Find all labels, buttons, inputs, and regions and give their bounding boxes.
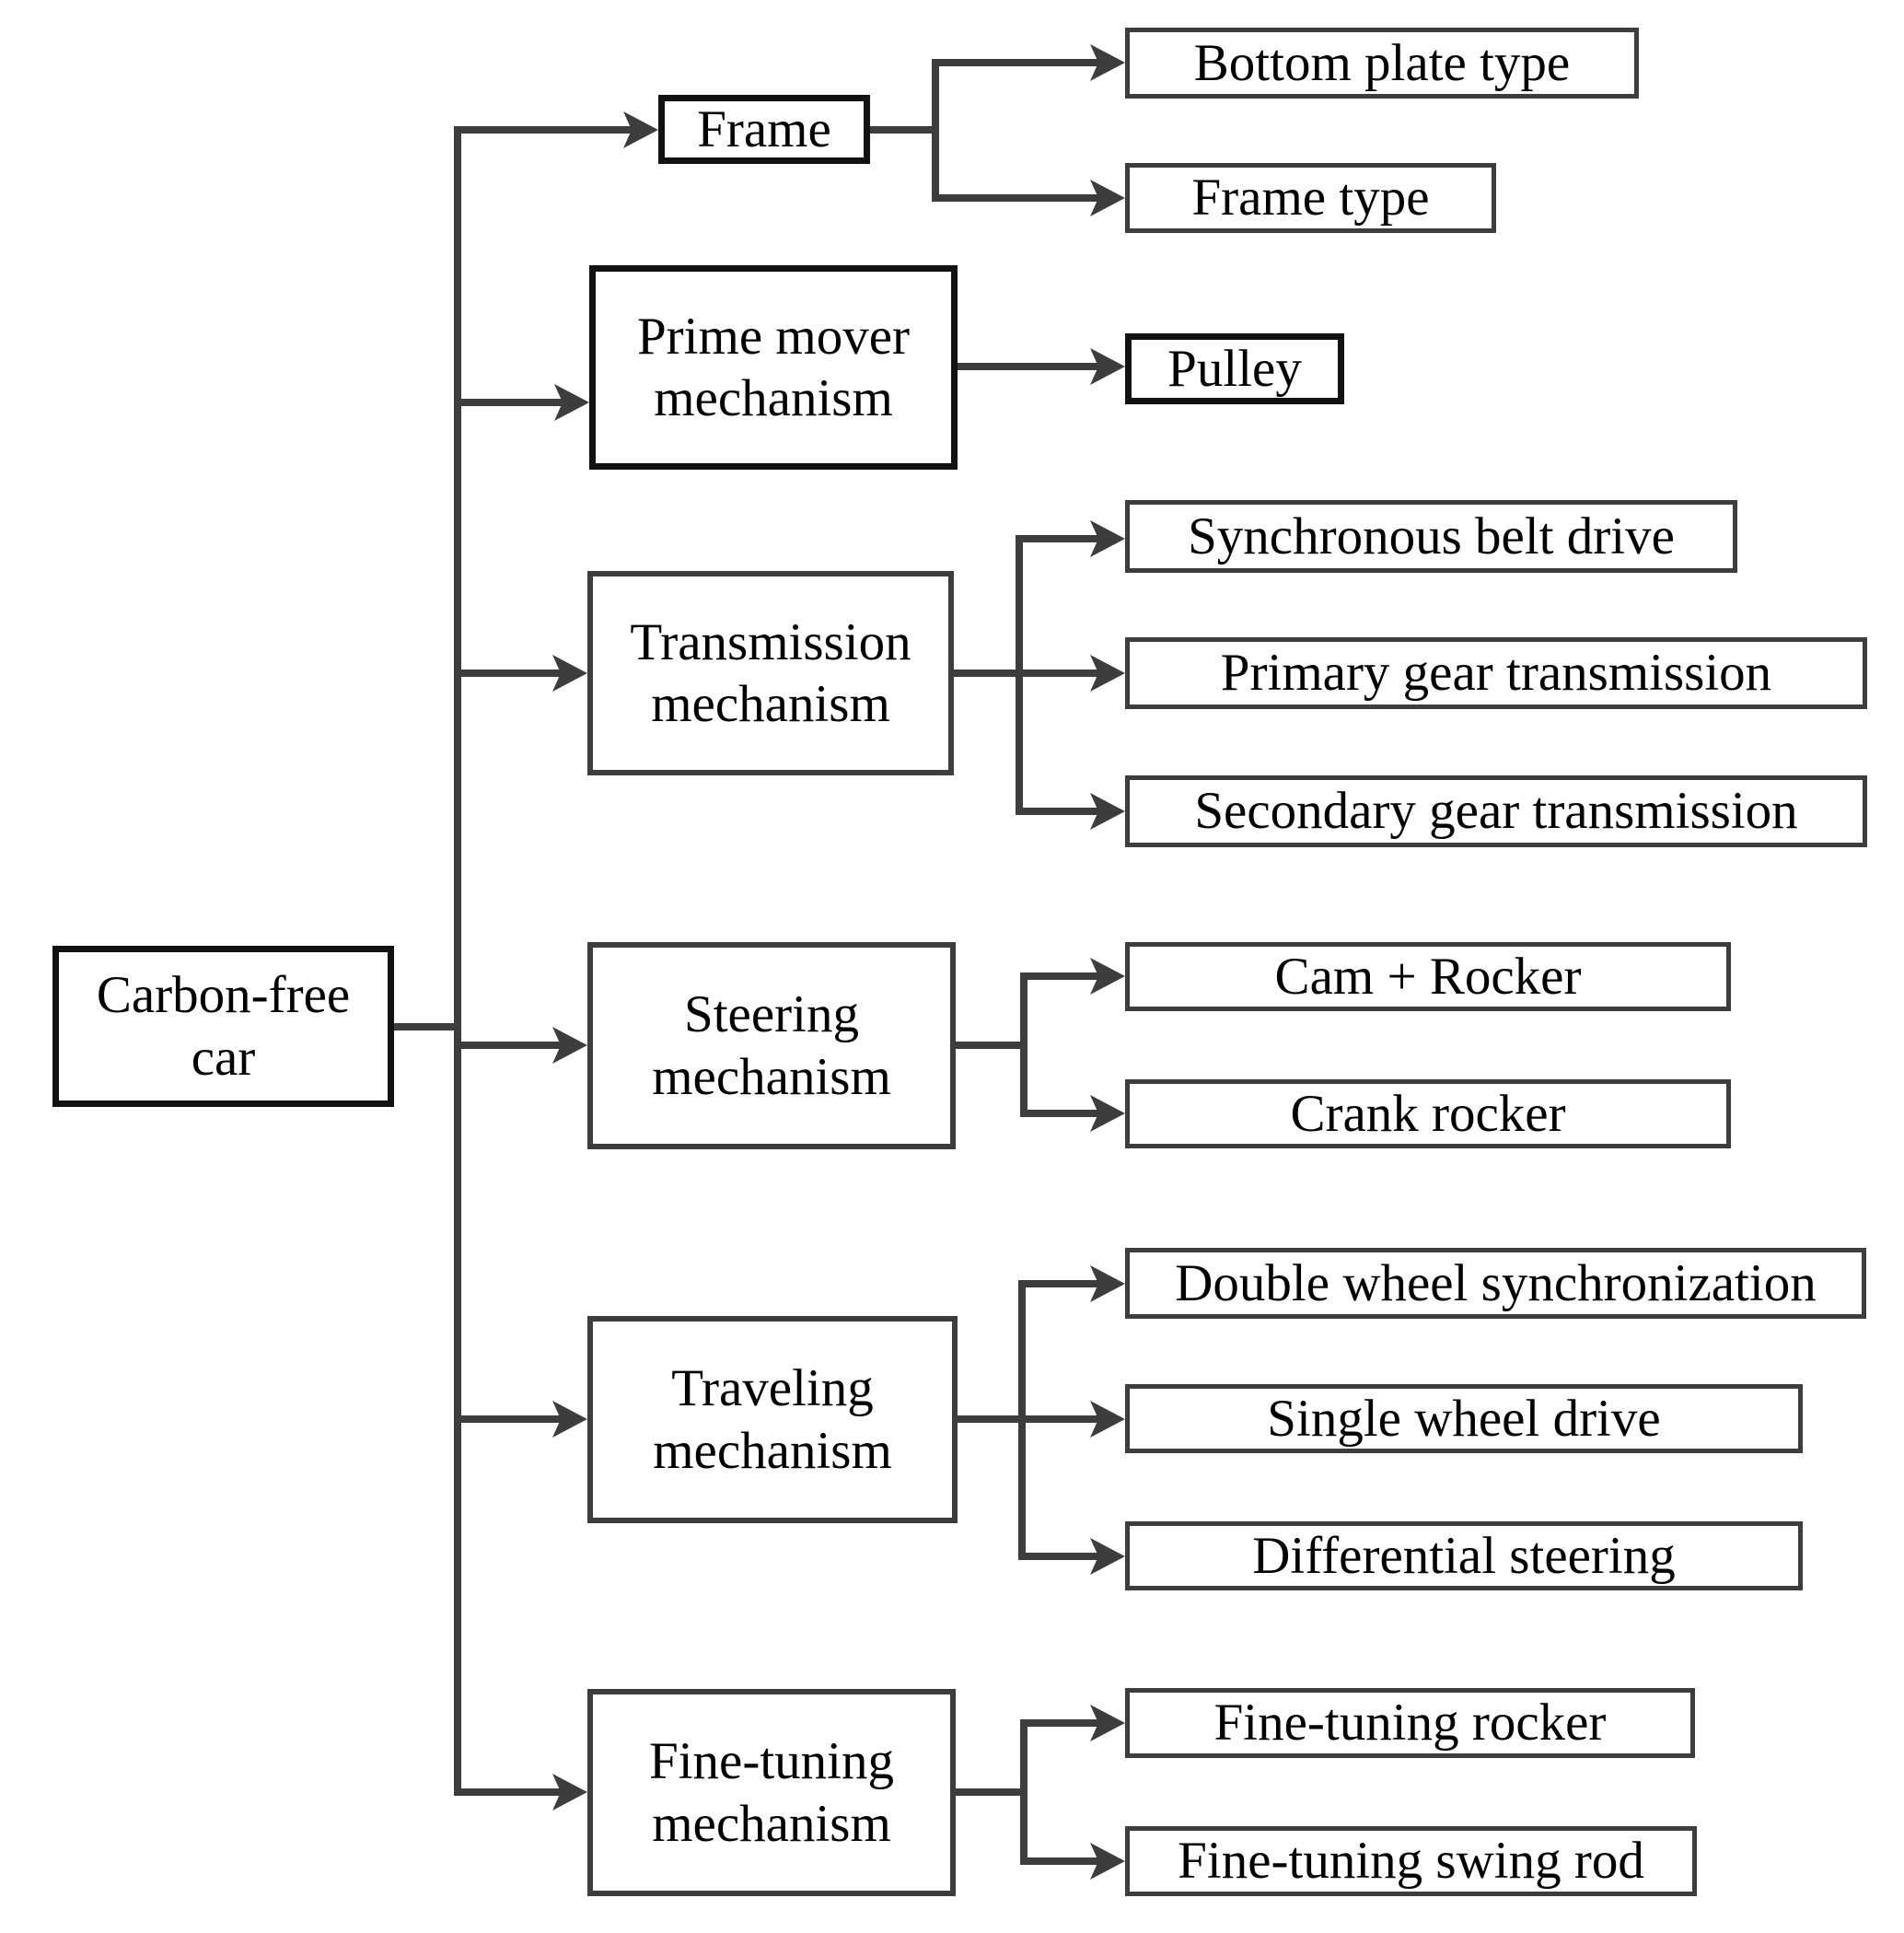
- node-label: Single wheel drive: [1267, 1389, 1661, 1448]
- node-differential-steering: [1125, 1521, 1803, 1590]
- node-cam-rocker: [1125, 942, 1731, 1011]
- node-traveling-mechanism: [587, 1316, 958, 1523]
- node-label: Secondary gear transmission: [1194, 782, 1798, 841]
- node-label: Double wheel synchronization: [1175, 1253, 1817, 1312]
- node-primary-gear-transmission: [1125, 637, 1867, 709]
- node-fine-tuning-swing-rod: [1125, 1826, 1697, 1896]
- node-label: Transmission mechanism: [630, 612, 911, 733]
- node-single-wheel-drive: [1125, 1384, 1803, 1453]
- node-label: Steering mechanism: [652, 985, 891, 1106]
- node-label: Synchronous belt drive: [1188, 507, 1675, 565]
- node-double-wheel-synchronization: [1125, 1248, 1866, 1319]
- node-fine-tuning-rocker: [1125, 1688, 1695, 1758]
- steering-junction: [1024, 976, 1100, 1113]
- node-pulley: [1125, 333, 1344, 404]
- node-carbon-free-car: [52, 946, 394, 1107]
- node-label: Traveling mechanism: [653, 1359, 892, 1480]
- node-label: Crank rocker: [1290, 1084, 1566, 1143]
- node-steering-mechanism: [587, 942, 956, 1149]
- node-secondary-gear-transmission: [1125, 775, 1867, 847]
- fine-tuning-junction: [1024, 1723, 1100, 1861]
- node-label: Bottom plate type: [1193, 33, 1571, 92]
- node-label: Fine-tuning mechanism: [649, 1732, 894, 1853]
- node-transmission-mechanism: [587, 571, 954, 775]
- node-prime-mover-mechanism: [589, 265, 958, 470]
- node-label: Pulley: [1167, 339, 1302, 398]
- node-crank-rocker: [1125, 1079, 1731, 1148]
- node-synchronous-belt-drive: [1125, 500, 1737, 573]
- node-label: Fine-tuning rocker: [1213, 1694, 1607, 1753]
- frame-junction: [935, 63, 1100, 198]
- node-label: Fine-tuning swing rod: [1178, 1832, 1644, 1891]
- node-label: Primary gear transmission: [1220, 644, 1772, 703]
- node-label: Differential steering: [1252, 1526, 1676, 1585]
- node-label: Prime mover mechanism: [636, 307, 911, 427]
- node-frame-type: [1125, 163, 1496, 233]
- node-label: Frame type: [1191, 169, 1430, 227]
- node-label: Cam + Rocker: [1274, 947, 1582, 1006]
- node-fine-tuning-mechanism: [587, 1689, 956, 1896]
- node-label: Frame: [697, 99, 831, 158]
- node-label: Carbon-free car: [96, 966, 351, 1087]
- node-frame: [658, 95, 870, 164]
- node-bottom-plate-type: [1125, 28, 1639, 99]
